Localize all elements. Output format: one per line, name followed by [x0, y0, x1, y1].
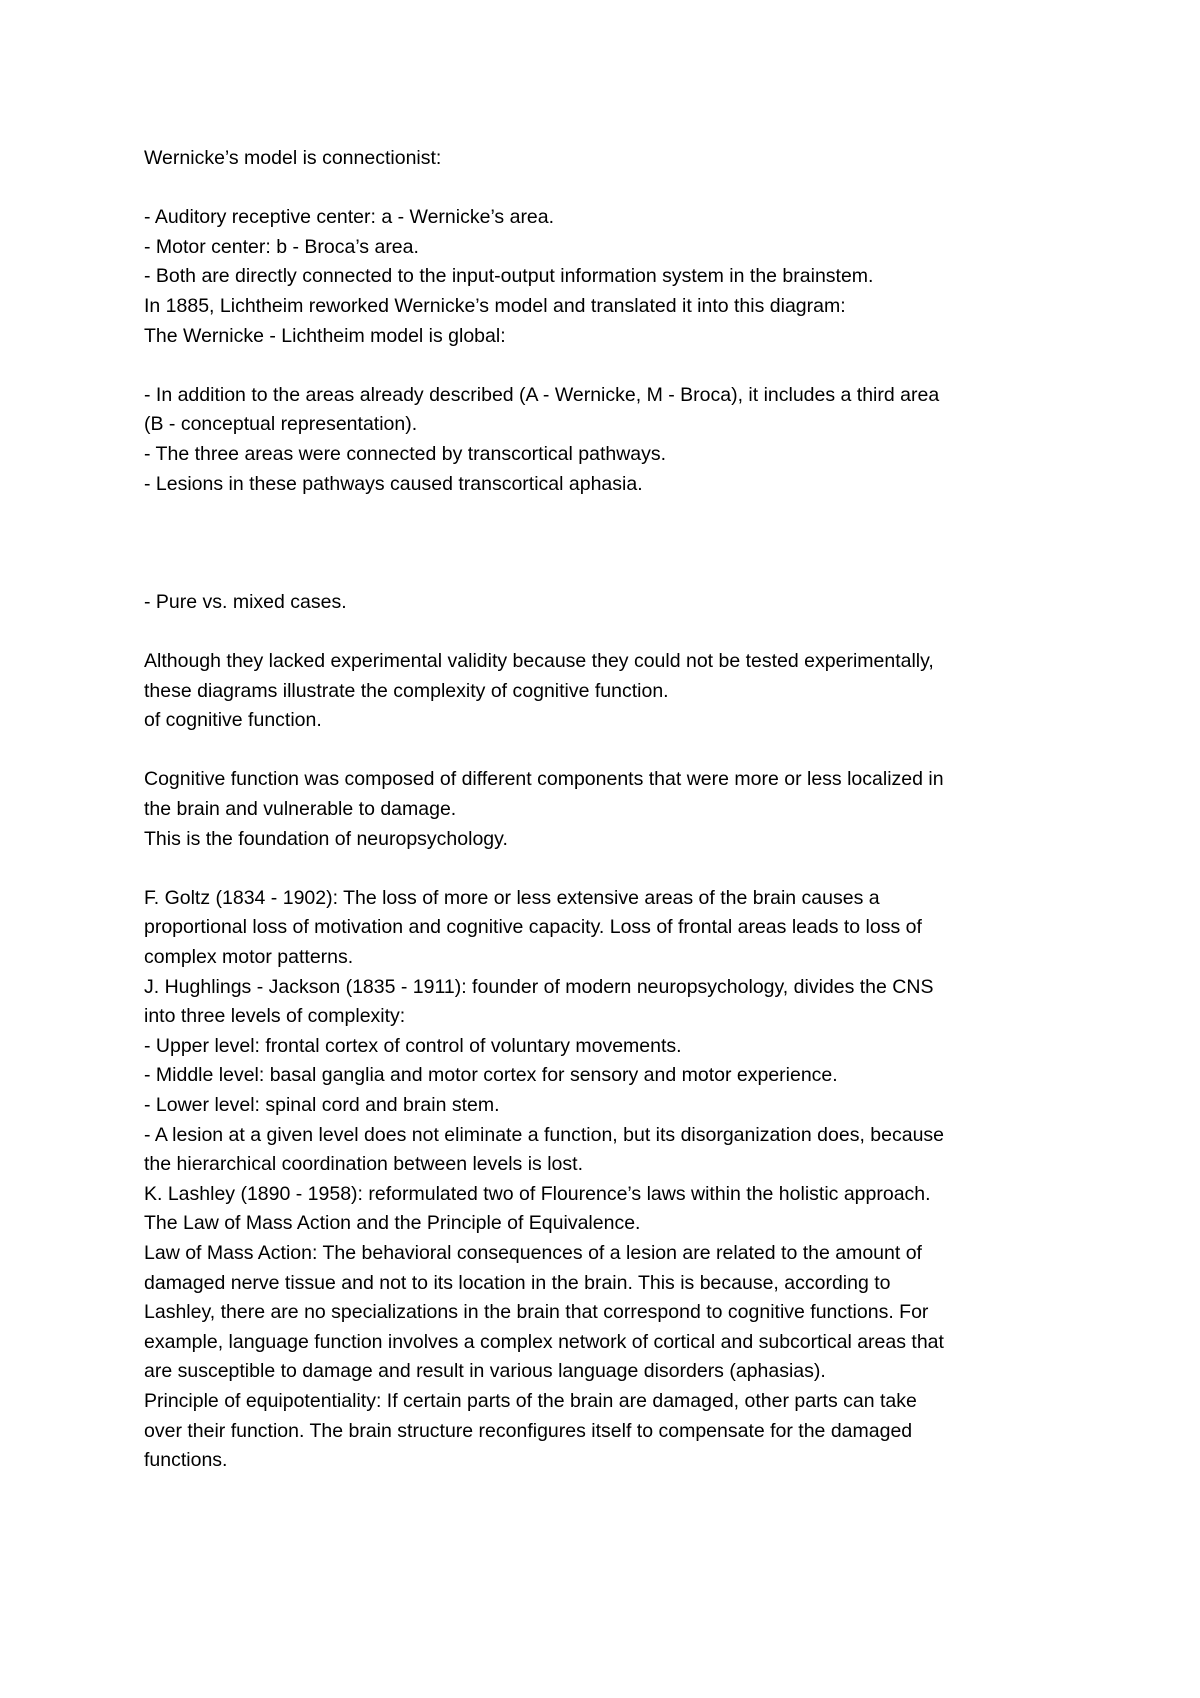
- blank-line: [144, 558, 1084, 588]
- blank-line: [144, 351, 1084, 381]
- bullet-motor-center: - Motor center: b - Broca’s area.: [144, 235, 419, 258]
- bullet-lower-level: - Lower level: spinal cord and brain stem.: [144, 1094, 500, 1116]
- paragraph-lashley: K. Lashley (1890 - 1958): reformulated two of Flourence’s laws within the holistic approach.: [144, 1182, 931, 1205]
- paragraph-neuropsychology-foundation: This is the foundation of neuropsychology.: [144, 827, 508, 850]
- document-body: [144, 144, 1084, 1476]
- paragraph-equipotentiality: Principle of equipotentiality: If certain parts of the brain are damaged, other parts can take: [144, 1389, 917, 1412]
- blank-line: [144, 174, 1084, 204]
- bullet-auditory-center: - Auditory receptive center: a - Wernicke’s area.: [144, 206, 555, 229]
- heading-wernicke-model: Wernicke’s model is connectionist:: [144, 147, 442, 169]
- bullet-transcortical-aphasia: - Lesions in these pathways caused transcortical aphasia.: [144, 472, 643, 495]
- paragraph-goltz-cont: complex motor patterns.: [144, 946, 354, 969]
- paragraph-mass-action: Law of Mass Action: The behavioral consequences of a lesion are related to the amount of: [144, 1241, 922, 1264]
- bullet-lesion-level: - A lesion at a given level does not eliminate a function, but its disorganization does, because: [144, 1123, 945, 1146]
- paragraph-mass-action-cont: example, language function involves a complex network of cortical and subcortical areas that: [144, 1330, 944, 1353]
- paragraph-hughlings-jackson-cont: into three levels of complexity:: [144, 1005, 406, 1028]
- paragraph-cognitive-function: Cognitive function was composed of different components that were more or less localized in: [144, 768, 944, 791]
- blank-line: [144, 499, 1084, 529]
- bullet-lesion-level-cont: the hierarchical coordination between levels is lost.: [144, 1153, 583, 1176]
- paragraph-experimental-validity-cont: of cognitive function.: [144, 709, 322, 732]
- blank-line: [144, 736, 1084, 766]
- bullet-third-area: - In addition to the areas already described (A - Wernicke, M - Broca), it includes a third area: [144, 383, 940, 406]
- paragraph-experimental-validity: Although they lacked experimental validity because they could not be tested experimentally,: [144, 650, 934, 673]
- paragraph-mass-action-cont: are susceptible to damage and result in various language disorders (aphasias).: [144, 1360, 826, 1383]
- blank-line: [144, 618, 1084, 648]
- paragraph-goltz: F. Goltz (1834 - 1902): The loss of more or less extensive areas of the brain causes a: [144, 886, 880, 909]
- paragraph-hughlings-jackson: J. Hughlings - Jackson (1835 - 1911): founder of modern neuropsychology, divides the CNS: [144, 975, 934, 998]
- paragraph-equipotentiality-cont: functions.: [144, 1449, 228, 1472]
- paragraph-mass-action-cont: Lashley, there are no specializations in the brain that correspond to cognitive functions. For: [144, 1301, 929, 1324]
- bullet-transcortical-pathways: - The three areas were connected by transcortical pathways.: [144, 442, 667, 465]
- paragraph-equipotentiality-cont: over their function. The brain structure reconfigures itself to compensate for the damaged: [144, 1419, 913, 1442]
- heading-wernicke-lichtheim: The Wernicke - Lichtheim model is global:: [144, 324, 506, 347]
- paragraph-goltz-cont: proportional loss of motivation and cognitive capacity. Loss of frontal areas leads to loss of: [144, 916, 922, 939]
- bullet-pure-vs-mixed: - Pure vs. mixed cases.: [144, 590, 347, 613]
- blank-line: [144, 854, 1084, 884]
- bullet-third-area-cont: (B - conceptual representation).: [144, 413, 418, 436]
- paragraph-experimental-validity-cont: these diagrams illustrate the complexity of cognitive function.: [144, 679, 669, 702]
- paragraph-lashley-laws: The Law of Mass Action and the Principle of Equivalence.: [144, 1212, 641, 1235]
- paragraph-mass-action-cont: damaged nerve tissue and not to its location in the brain. This is because, according to: [144, 1271, 891, 1294]
- paragraph-lichtheim-1885: In 1885, Lichtheim reworked Wernicke’s model and translated it into this diagram:: [144, 294, 846, 317]
- bullet-upper-level: - Upper level: frontal cortex of control of voluntary movements.: [144, 1034, 682, 1057]
- bullet-brainstem-connection: - Both are directly connected to the input-output information system in the brainstem.: [144, 265, 874, 288]
- bullet-middle-level: - Middle level: basal ganglia and motor cortex for sensory and motor experience.: [144, 1064, 838, 1087]
- paragraph-cognitive-function-cont: the brain and vulnerable to damage.: [144, 798, 457, 821]
- blank-line: [144, 529, 1084, 559]
